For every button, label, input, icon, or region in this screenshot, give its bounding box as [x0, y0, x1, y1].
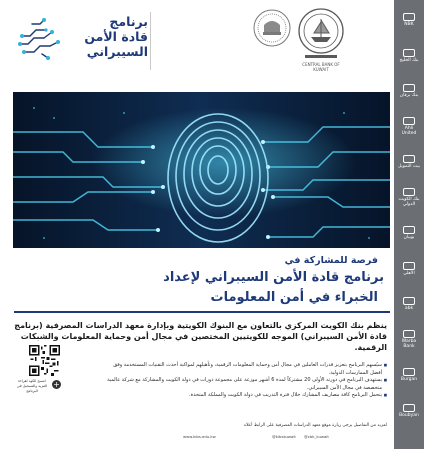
- footer-handle-cbk[interactable]: @cbk_kuwait: [304, 434, 329, 439]
- qr-code-icon[interactable]: [29, 345, 60, 376]
- registration-note: لمزيد من التفاصيل يرجى زيارة موقع معهد الدراسات المصرفية على الرابط أعلاه: [243, 423, 387, 428]
- program-bullets: [100, 362, 387, 400]
- program-name-logo: [68, 14, 148, 59]
- bank-logo-icon: [403, 188, 415, 196]
- bank-logo-label: بنك الخليج: [399, 57, 419, 63]
- program-name-line-1: برنامج: [109, 14, 148, 29]
- plus-icon: +: [53, 380, 60, 389]
- bank-logo: [397, 332, 421, 348]
- footer-url-link[interactable]: www.kibs.edu.kw: [183, 434, 216, 439]
- bank-logo-label: بوبيان: [403, 235, 415, 240]
- headline-line-1: برنامج قادة الأمن السيبراني لإعداد: [163, 270, 384, 285]
- intro-paragraph: ينظم بنك الكويت المركزي بالتعاون مع البنوك الكويتية وبإدارة معهد الدراسات المصرفية (برنامج قادة الأمن السيبراني) الموجه للكويتيين المختصين في مجال أمن وحماية المعلومات والشبكات الرقمية.: [14, 321, 387, 352]
- bank-logo-icon: [403, 262, 415, 270]
- bank-logo-icon: [403, 13, 415, 21]
- bank-logos-sidebar: [394, 0, 424, 449]
- bank-logo-icon: [403, 368, 415, 376]
- bank-logo: [397, 403, 421, 419]
- bank-logo-icon: [403, 49, 415, 57]
- bank-logo-label: NBK: [404, 22, 414, 27]
- bank-logo: [397, 261, 421, 277]
- bank-logo: [397, 190, 421, 206]
- bank-logo: [397, 225, 421, 241]
- bank-logo: [397, 12, 421, 28]
- bank-logo-label: Boubyan: [399, 412, 419, 418]
- qr-caption: امسح الكود لقراءة المزيد والتسجيل في البرنامج: [16, 379, 48, 393]
- program-name-line-2: قادة الأمن: [84, 29, 148, 44]
- bank-logo-label: Burgan: [400, 377, 418, 382]
- bank-logo-label: بنك برقان: [399, 93, 419, 98]
- bank-logo: [397, 83, 421, 99]
- bullet-item: ■ يتحمل البرنامج كافة مصاريف المشارك خلال فترة التدريب في دولة الكويت والمملكة المتحدة.: [100, 392, 387, 400]
- bank-logo-label: Warba Bank: [401, 339, 417, 349]
- cyber-circuit-logo-icon: [14, 14, 64, 64]
- bank-logo: [397, 48, 421, 64]
- invitation-intro: فرصة للمشاركة في: [284, 255, 378, 266]
- bank-logo-label: abk: [404, 306, 414, 311]
- seal-caption: CENTRAL BANK OF KUWAIT: [302, 62, 340, 72]
- footer-handle-kibs[interactable]: @kibskuwait: [272, 434, 296, 439]
- bank-logo-icon: [403, 84, 415, 92]
- bank-logo-icon: [403, 297, 415, 305]
- bullet-item: ■ يستهدف البرنامج في دورته الأولى 20 مشتركاً لمدة 6 أشهر موزعة على مجموعة دورات في دولة الكويت والمشاركة مع شركة عالمية متخصصة في مجال الأمن السيبراني.: [100, 377, 387, 392]
- bank-logo-icon: [403, 330, 415, 338]
- bank-logo-label: بنك الكويت الدولي: [398, 197, 420, 207]
- headline-rule: [14, 311, 390, 313]
- bank-logo-icon: [403, 117, 415, 125]
- dhow-ship-seal-icon: [297, 7, 345, 61]
- footer: [100, 434, 390, 442]
- bullet-item: ■ سيُسهم البرنامج بتعزيز قدرات العاملين في مجال أمن وحماية المعلومات الرقمية، وتأهيلهم لمواكبة أحدث التقنيات المستخدمة وفق أفضل الممارسات الدولية.: [100, 362, 387, 377]
- bank-logo: [397, 119, 421, 135]
- bank-logo: [397, 296, 421, 312]
- bank-logo: [397, 154, 421, 170]
- bank-logo: [397, 367, 421, 383]
- bank-logo-label: Ahli United: [401, 126, 417, 136]
- bank-logo-icon: [403, 404, 415, 412]
- program-name-line-3: السيبراني: [86, 44, 148, 59]
- bank-logo-label: بيت التمويل: [397, 164, 421, 169]
- fingerprint-hero-image: [13, 92, 390, 248]
- central-bank-seal-icon: [252, 8, 292, 48]
- bank-logo-label: الأهلي: [403, 270, 415, 276]
- header-divider: [150, 12, 151, 70]
- headline-line-2: الخبراء في أمن المعلومات: [210, 290, 378, 305]
- bank-logo-icon: [403, 155, 415, 163]
- bank-logo-icon: [403, 226, 415, 234]
